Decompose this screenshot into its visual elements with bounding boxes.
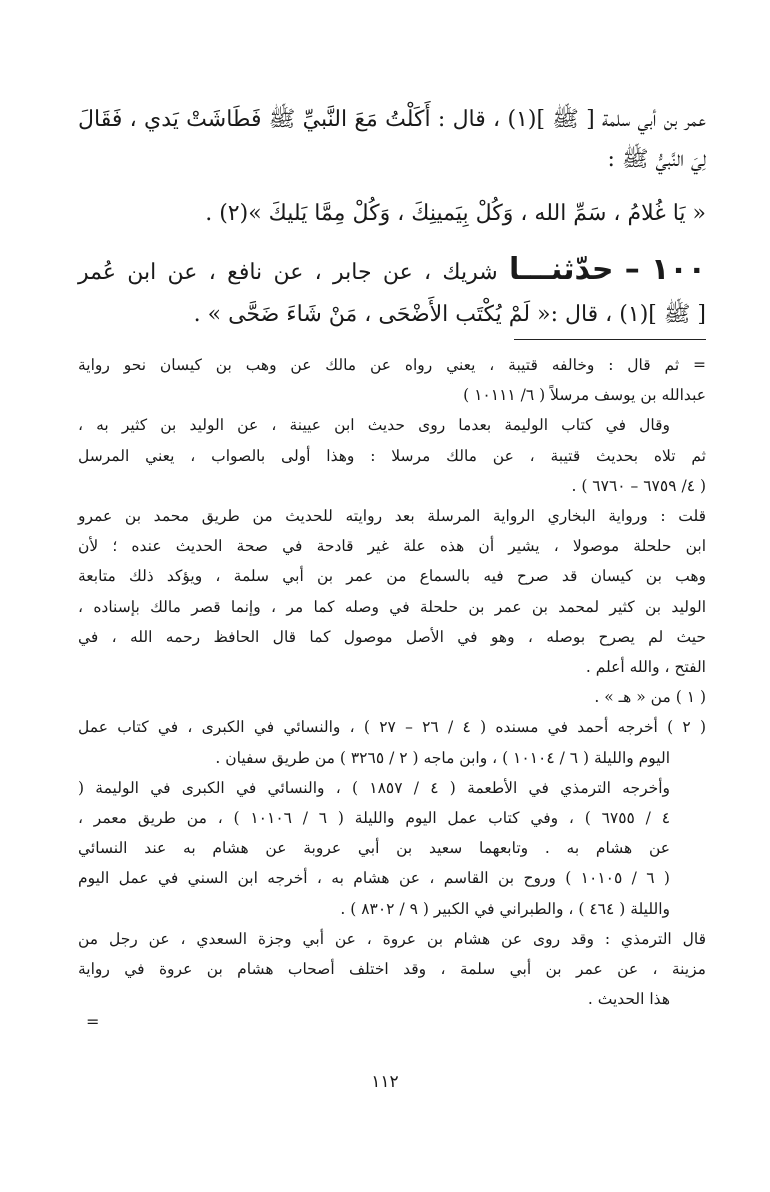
footnote-line: حيث لم يصرح بوصله ، وهو في الأصل موصول كما قال الحافظ رحمه الله ، في (78, 627, 706, 646)
page-body (78, 100, 706, 1014)
footnote-line: ٤ / ٦٧٥٥ ) ، وفي كتاب عمل اليوم والليلة ( ٦ / ١٠١٠٦ ) ، من طريق معمر ، (78, 809, 671, 828)
footnote-line: ( ٢ ) أخرجه أحمد في مسنده ( ٤ / ٢٦ – ٢٧ ) ، والنسائي في الكبرى ، في كتاب عمل (78, 718, 707, 737)
main-text-line: « يَا غُلامُ ، سَمِّ الله ، وَكُلْ بِيَمينِكَ ، وَكُلْ مِمَّا يَليكَ »(٢) . (205, 201, 706, 226)
main-text (78, 100, 706, 248)
main-text-line: لِيَ النَّبيُّ ﷺ : (607, 147, 706, 172)
page-number: ١١٢ (371, 1072, 399, 1092)
hadith-line2: [ ﷺ ](١) ، قال :« لَمْ يُكْتَب الأَضْحَى ، مَنْ شَاءَ ضَحَّى » . (193, 302, 706, 327)
main-text-line: عمر بن أبي سلمة [ ﷺ ](١) ، قال : أَكَلْتُ مَعَ النَّبيِّ ﷺ فَطَاشَتْ يَدي ، فَقَالَ (78, 107, 706, 132)
footnote-separator (514, 339, 706, 340)
footnote-line: قال الترمذي : وقد روى عن هشام بن عروة ، عن أبي وجزة السعدي ، عن رجل من (78, 929, 706, 948)
footnote-line: اليوم والليلة ( ٦ / ١٠١٠٤ ) ، وابن ماجه ( ٢ / ٣٢٦٥ ) من طريق سفيان . (215, 748, 670, 767)
hadith-dash: – (624, 252, 640, 287)
footnote-line: ثم تلاه بحديث قتيبة ، عن مالك مرسلا : وهذا أولى بالصواب ، يعني المرسل (78, 446, 706, 465)
footnote-line: وهب بن كيسان قد صرح فيه بالسماع من عمر بن أبي سلمة ، ويؤكد ذلك متابعة (78, 567, 706, 586)
footnote-line: الفتح ، والله أعلم . (585, 658, 706, 677)
footnote-line: ( ١ ) من « هـ » . (594, 688, 706, 707)
footnote-line: هذا الحديث . (587, 990, 670, 1009)
hadith-block (78, 248, 706, 335)
footnotes (78, 350, 706, 1014)
footnote-line: والليلة ( ٤٦٤ ) ، والطبراني في الكبير ( ٩ / ٨٣٠٢ ) . (340, 899, 670, 918)
footnote-line: عن هشام به . وتابعهما سعيد بن أبي عروبة عن هشام به عند النسائي (78, 839, 670, 858)
footnote-line: ابن حلحلة موصولا ، يشير أن هذه علة غير قادحة في صحة الحديث عنده ؛ لأن (78, 537, 706, 556)
footnote-line: عبدالله بن يوسف مرسلاً ( ٦/ ١٠١١١ ) (463, 386, 706, 405)
continuation-mark: = (86, 1012, 100, 1031)
footnote-line: قلت : ورواية البخاري الرواية المرسلة بعد روايته للحديث من طريق محمد بن عمرو (78, 507, 706, 526)
footnote-line: وقال في كتاب الوليمة بعدما روى حديث ابن عيينة ، عن الوليد بن كثير به ، (78, 416, 670, 435)
footnote-line: ( ٤/ ٦٧٥٩ – ٦٧٦٠ ) . (571, 476, 706, 495)
hadith-keyword: حدّثنـــا (508, 252, 614, 287)
footnote-line: الوليد بن كثير لمحمد بن عمر بن حلحلة في وصله كما مر ، وإنما قصر مالك بإسناده ، (78, 597, 706, 616)
hadith-line1-text: شريك ، عن جابر ، عن نافع ، عن ابن عُمر (78, 260, 498, 285)
footnote-line: = ثم قال : وخالفه قتيبة ، يعني رواه عن مالك عن وهب بن كيسان نحو رواية (78, 356, 706, 374)
hadith-number: ١٠٠ (651, 252, 706, 287)
hadith-heading-line (78, 248, 706, 295)
footnote-line: ( ٦ / ١٠١٠٥ ) وروح بن القاسم ، عن هشام به ، أخرجه ابن السني في عمل اليوم (78, 869, 670, 888)
footnote-line: وأخرجه الترمذي في الأطعمة ( ٤ / ١٨٥٧ ) ، والنسائي في الكبرى في الوليمة ( (78, 778, 670, 797)
footnote-line: مزينة ، عن عمر بن أبي سلمة ، وقد اختلف أصحاب هشام بن عروة في رواية (78, 960, 706, 979)
